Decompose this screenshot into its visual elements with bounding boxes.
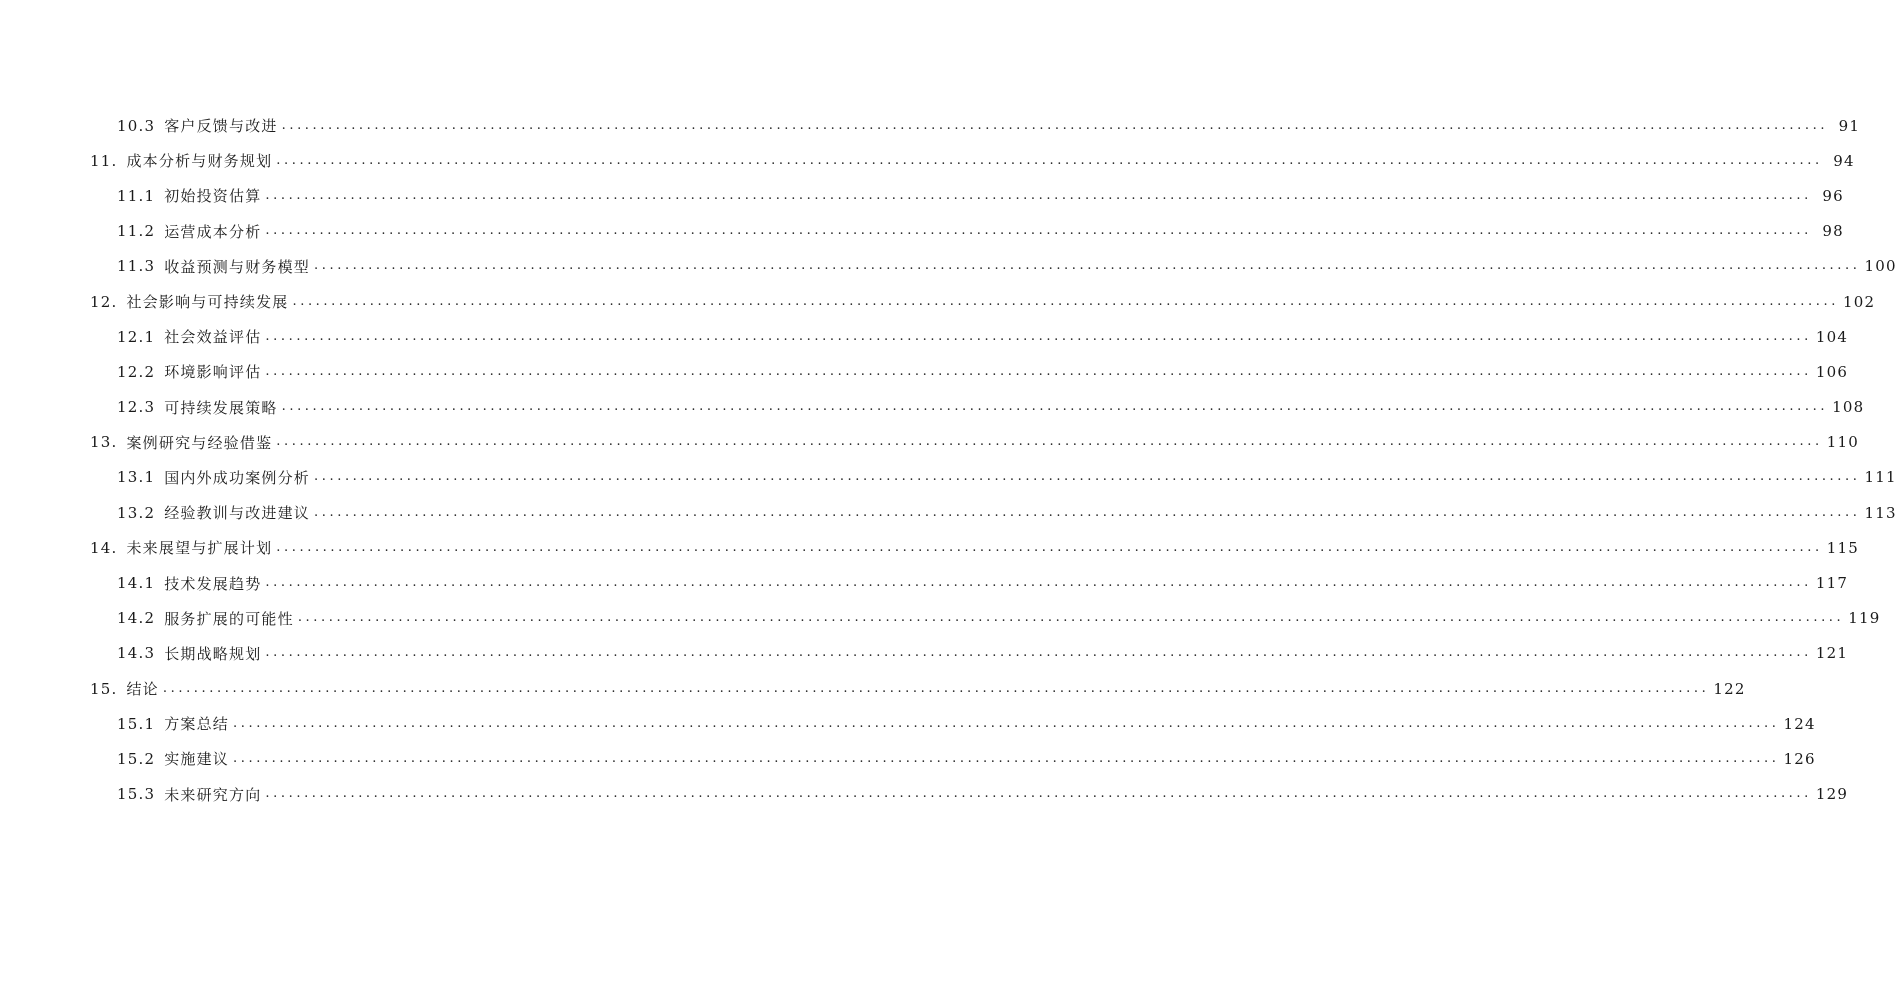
toc-dot-leader: ........................................................................................................................................................................................................	[265, 328, 1812, 344]
toc-page-number: 124	[1783, 714, 1816, 733]
toc-entry-title: 长期战略规划	[164, 644, 262, 663]
toc-chapter-entry[interactable]	[0, 530, 1859, 565]
toc-entry-title: 社会影响与可持续发展	[126, 293, 289, 312]
toc-dot-leader: ........................................................................................................................................................................................................	[314, 469, 1861, 485]
toc-dot-leader: ........................................................................................................................................................................................................	[162, 680, 1710, 696]
toc-entry-number: 11.1	[117, 186, 156, 205]
toc-page-number: 117	[1815, 574, 1849, 593]
toc-chapter-entry[interactable]	[0, 671, 1746, 706]
toc-chapter-entry[interactable]	[0, 143, 1855, 178]
toc-entry-number: 14.3	[117, 644, 156, 663]
toc-dot-leader: ........................................................................................................................................................................................................	[276, 539, 1823, 555]
toc-section-entry[interactable]	[0, 460, 1897, 495]
toc-page-number: 122	[1713, 679, 1746, 698]
toc-page-number: 121	[1815, 644, 1849, 663]
toc-entry-title: 技术发展趋势	[164, 574, 262, 593]
toc-entry-number: 11.2	[117, 222, 156, 241]
toc-section-entry[interactable]	[0, 214, 1844, 249]
toc-entry-title: 可持续发展策略	[164, 398, 278, 417]
toc-entry-title: 经验教训与改进建议	[164, 504, 311, 523]
toc-page-number: 111	[1864, 468, 1897, 487]
toc-page-number: 94	[1833, 151, 1855, 170]
toc-entry-title: 社会效益评估	[164, 328, 262, 347]
toc-section-entry[interactable]	[0, 706, 1816, 741]
toc-entry-number: 12.3	[117, 398, 156, 417]
toc-section-entry[interactable]	[0, 178, 1844, 213]
toc-dot-leader: ........................................................................................................................................................................................................	[281, 117, 1829, 133]
toc-entry-number: 11.	[90, 151, 118, 170]
toc-page-number: 102	[1842, 292, 1876, 311]
toc-dot-leader: ........................................................................................................................................................................................................	[265, 363, 1812, 379]
toc-entry-title: 未来展望与扩展计划	[126, 539, 273, 558]
toc-section-entry[interactable]	[0, 108, 1861, 143]
toc-entry-number: 15.3	[117, 785, 156, 804]
toc-dot-leader: ........................................................................................................................................................................................................	[281, 399, 1829, 415]
toc-dot-leader: ........................................................................................................................................................................................................	[276, 434, 1823, 450]
table-of-contents	[0, 108, 1897, 812]
toc-dot-leader: ........................................................................................................................................................................................................	[276, 152, 1823, 168]
toc-section-entry[interactable]	[0, 249, 1897, 284]
toc-entry-number: 14.	[90, 538, 118, 557]
toc-entry-number: 15.1	[117, 714, 156, 733]
toc-section-entry[interactable]	[0, 390, 1865, 425]
toc-dot-leader: ........................................................................................................................................................................................................	[292, 293, 1839, 309]
toc-entry-number: 13.1	[117, 468, 156, 487]
toc-entry-title: 结论	[126, 680, 159, 699]
toc-entry-number: 12.2	[117, 362, 156, 381]
toc-entry-number: 12.	[90, 292, 118, 311]
toc-page-number: 113	[1864, 503, 1897, 522]
toc-dot-leader: ........................................................................................................................................................................................................	[233, 715, 1780, 731]
toc-page-number: 104	[1815, 327, 1849, 346]
toc-page-number: 100	[1864, 257, 1897, 276]
toc-section-entry[interactable]	[0, 354, 1849, 389]
toc-dot-leader: ........................................................................................................................................................................................................	[265, 223, 1812, 239]
toc-page-number: 129	[1815, 785, 1849, 804]
toc-entry-title: 运营成本分析	[164, 222, 262, 241]
toc-entry-title: 案例研究与经验借鉴	[126, 433, 273, 452]
toc-section-entry[interactable]	[0, 777, 1849, 812]
toc-page-number: 108	[1832, 398, 1865, 417]
toc-entry-number: 10.3	[117, 116, 156, 135]
toc-entry-title: 客户反馈与改进	[164, 117, 278, 136]
toc-section-entry[interactable]	[0, 636, 1849, 671]
toc-section-entry[interactable]	[0, 495, 1897, 530]
toc-page-number: 91	[1838, 116, 1861, 135]
toc-chapter-entry[interactable]	[0, 425, 1859, 460]
toc-entry-title: 初始投资估算	[164, 187, 262, 206]
toc-entry-number: 15.2	[117, 749, 156, 768]
toc-entry-title: 收益预测与财务模型	[164, 257, 311, 276]
toc-entry-title: 成本分析与财务规划	[126, 152, 273, 171]
toc-page-number: 119	[1848, 609, 1881, 628]
toc-entry-title: 方案总结	[164, 715, 230, 734]
toc-dot-leader: ........................................................................................................................................................................................................	[265, 786, 1812, 802]
toc-entry-title: 实施建议	[164, 750, 230, 769]
toc-dot-leader: ........................................................................................................................................................................................................	[314, 258, 1861, 274]
toc-entry-title: 未来研究方向	[164, 785, 262, 804]
toc-entry-number: 13.	[90, 433, 118, 452]
toc-page-number: 106	[1815, 362, 1849, 381]
toc-dot-leader: ........................................................................................................................................................................................................	[233, 750, 1780, 766]
toc-section-entry[interactable]	[0, 565, 1849, 600]
toc-page-number: 96	[1822, 186, 1844, 205]
toc-entry-title: 环境影响评估	[164, 363, 262, 382]
toc-entry-number: 14.1	[117, 574, 156, 593]
toc-dot-leader: ........................................................................................................................................................................................................	[265, 187, 1812, 203]
toc-page-number: 110	[1826, 433, 1859, 452]
toc-page-number: 98	[1822, 222, 1844, 241]
toc-section-entry[interactable]	[0, 319, 1849, 354]
toc-entry-number: 14.2	[117, 609, 156, 628]
toc-entry-title: 服务扩展的可能性	[164, 609, 294, 628]
toc-entry-number: 13.2	[117, 503, 156, 522]
toc-page-number: 126	[1783, 749, 1816, 768]
toc-entry-number: 15.	[90, 679, 118, 698]
toc-dot-leader: ........................................................................................................................................................................................................	[265, 575, 1812, 591]
toc-dot-leader: ........................................................................................................................................................................................................	[265, 645, 1812, 661]
toc-page-number: 115	[1826, 538, 1859, 557]
toc-entry-number: 11.3	[117, 257, 156, 276]
toc-chapter-entry[interactable]	[0, 284, 1876, 319]
toc-dot-leader: ........................................................................................................................................................................................................	[297, 610, 1845, 626]
toc-section-entry[interactable]	[0, 601, 1881, 636]
toc-section-entry[interactable]	[0, 741, 1816, 776]
toc-dot-leader: ........................................................................................................................................................................................................	[314, 504, 1861, 520]
toc-entry-number: 12.1	[117, 327, 156, 346]
toc-entry-title: 国内外成功案例分析	[164, 468, 311, 487]
